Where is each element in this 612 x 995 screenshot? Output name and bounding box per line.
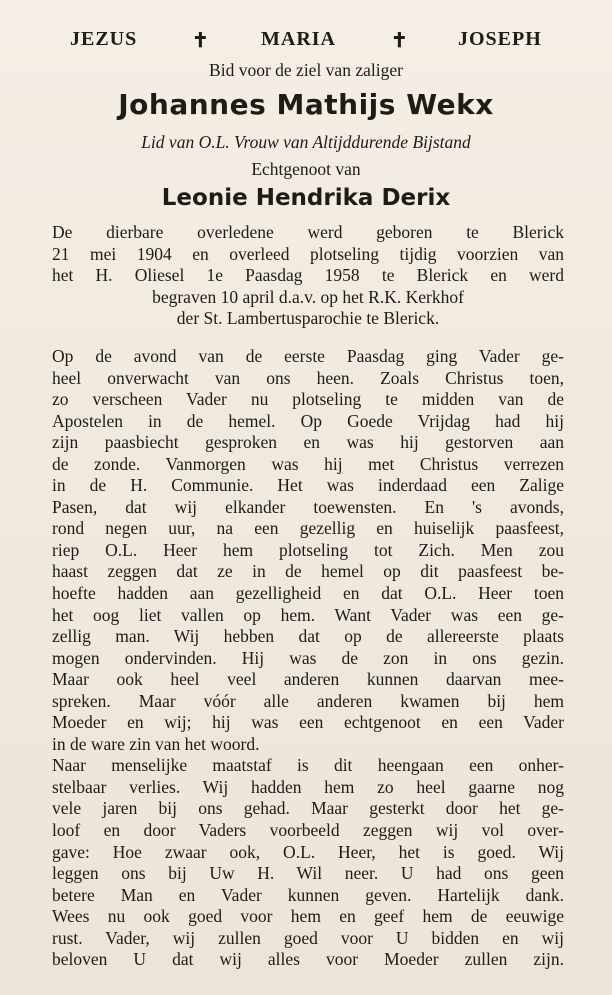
text-line: vele jaren bij ons gehad. Maar gesterkt door het ge- bbox=[52, 798, 564, 819]
bio-line: begraven 10 april d.a.v. op het R.K. Kerkhof bbox=[152, 286, 464, 307]
text-line: betere Man en Vader kunnen geven. Hartelijk dank. bbox=[52, 884, 564, 905]
text-line: Moeder en wij; hij was een echtgenoot en een Vader bbox=[52, 712, 564, 733]
spouse-label: Echtgenoot van bbox=[251, 159, 361, 179]
bio-line: 21 mei 1904 en overleed plotseling tijdig voorzien van bbox=[52, 243, 564, 264]
bio-line: der St. Lambertusparochie te Blerick. bbox=[176, 308, 440, 328]
text-line: Apostelen in de hemel. Op Goede Vrijdag had hij bbox=[52, 410, 564, 431]
text-line: zo verscheen Vader nu plotseling te midden van de bbox=[52, 389, 564, 410]
text-line: hoefte hadden aan gezelligheid en dat O.L. Heer toen bbox=[52, 583, 564, 604]
bio-line: het H. Oliesel 1e Paasdag 1958 te Blerick en werd bbox=[52, 265, 564, 285]
text-line: Wees nu ook goed voor hem en geef hem de eeuwige bbox=[52, 906, 564, 927]
membership-line: Lid van O.L. Vrouw van Altijddurende Bijstand bbox=[141, 132, 471, 152]
text-line: het oog liet vallen op hem. Want Vader was een ge- bbox=[52, 604, 564, 625]
text-line: in de H. Communie. Het was inderdaad een Zalige bbox=[52, 475, 564, 496]
text-line: zijn paasbiecht gesproken en was hij gestorven aan bbox=[52, 432, 564, 453]
text-line: loof en door Vaders voorbeeld zeggen wij vol over- bbox=[52, 820, 564, 841]
biography bbox=[52, 222, 564, 330]
header-jezus: JEZUS bbox=[70, 28, 138, 50]
text-line: Naar menselijke maatstaf is dit heengaan een onher- bbox=[52, 755, 564, 776]
header-joseph: JOSEPH bbox=[458, 28, 542, 50]
text-line: stelbaar verlies. Wij hadden hem zo heel gaarne nog bbox=[52, 776, 564, 797]
bio-line: De dierbare overledene werd geboren te Blerick bbox=[52, 222, 564, 242]
text-line: leggen ons bij Uw H. Wil neer. U had ons geen bbox=[52, 863, 564, 884]
text-line: de zonde. Vanmorgen was hij met Christus verrezen bbox=[52, 453, 564, 474]
text-line: zellig man. Wij hebben dat op de allereerste plaats bbox=[52, 626, 564, 647]
text-line: in de ware zin van het woord. bbox=[52, 733, 260, 754]
header-maria: MARIA bbox=[261, 28, 336, 50]
cross-icon: ✝ bbox=[391, 30, 409, 52]
text-line: Maar ook heel veel anderen kunnen daarvan mee- bbox=[52, 669, 564, 690]
text-line: Op de avond van de eerste Paasdag ging Vader ge- bbox=[52, 346, 564, 366]
cross-icon: ✝ bbox=[192, 30, 210, 52]
text-line: spreken. Maar vóór alle anderen kwamen bij hem bbox=[52, 690, 564, 711]
text-line: riep O.L. Heer hem plotseling tot Zich. Men zou bbox=[52, 539, 564, 560]
text-line: heel onverwacht van ons heen. Zoals Christus toen, bbox=[52, 367, 564, 388]
text-line: gave: Hoe zwaar ook, O.L. Heer, het is goed. Wij bbox=[52, 841, 564, 862]
deceased-name: Johannes Mathijs Wekx bbox=[118, 88, 494, 121]
text-line: rond negen uur, na een gezellig en huiselijk paasfeest, bbox=[52, 518, 564, 539]
text-line: mogen ondervinden. Hij was de zon in ons gezin. bbox=[52, 647, 564, 668]
text-line: beloven U dat wij alles voor Moeder zullen zijn. bbox=[52, 949, 564, 970]
header-line bbox=[58, 28, 558, 58]
intro-line: Bid voor de ziel van zaliger bbox=[209, 60, 403, 80]
text-line: Pasen, dat wij elkander toewensten. En 's avonds, bbox=[52, 496, 564, 517]
text-line: rust. Vader, wij zullen goed voor U bidden en wij bbox=[52, 927, 564, 948]
text-line: haast zeggen dat ze in de hemel op dit paasfeest be- bbox=[52, 561, 564, 582]
spouse-name: Leonie Hendrika Derix bbox=[161, 185, 451, 211]
memorial-text bbox=[52, 346, 564, 971]
